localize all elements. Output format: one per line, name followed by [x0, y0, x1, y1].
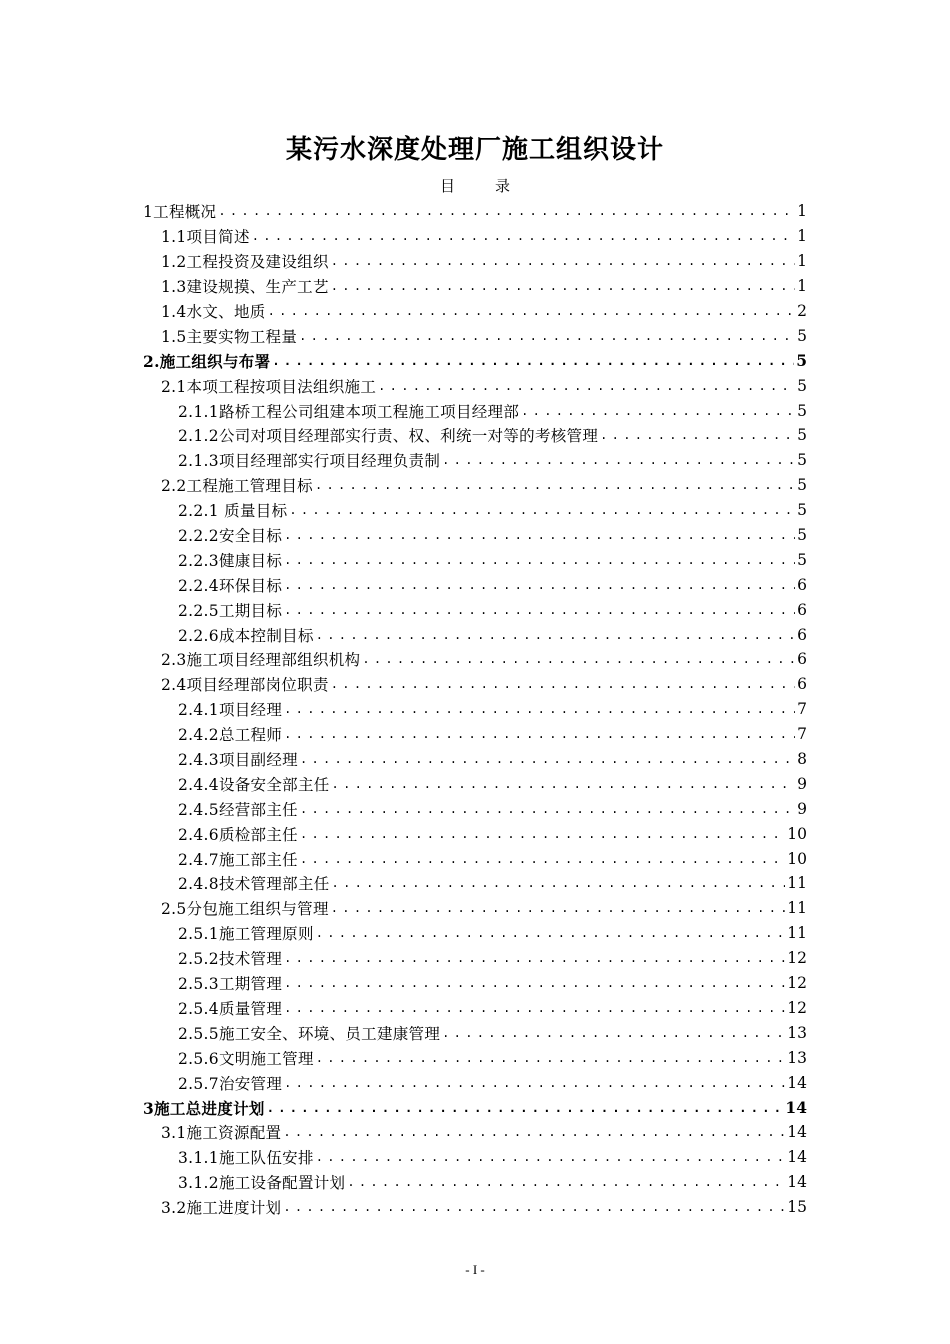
toc-entry[interactable] [143, 1020, 807, 1045]
toc-entry[interactable] [143, 1145, 807, 1170]
toc-dot-leader [284, 976, 785, 990]
toc-entry[interactable] [143, 821, 807, 846]
toc-heading [0, 176, 950, 196]
toc-dot-leader [331, 254, 795, 268]
toc-entry-page: 5 [796, 351, 807, 371]
toc-entry[interactable] [143, 697, 807, 722]
toc-dot-leader [284, 1001, 785, 1015]
toc-entry-page: 5 [797, 426, 807, 445]
document-title: 某污水深度处理厂施工组织设计 [285, 135, 664, 165]
toc-entry[interactable] [143, 747, 807, 772]
toc-entry[interactable] [143, 1070, 807, 1095]
toc-entry-page: 6 [797, 650, 807, 669]
toc-entry-page: 5 [797, 326, 807, 345]
toc-heading-right: 录 [495, 177, 511, 195]
toc-entry-page: 12 [787, 949, 807, 968]
toc-dot-leader [347, 1175, 785, 1189]
toc-dot-leader [284, 603, 795, 617]
toc-entry-page: 14 [787, 1173, 807, 1192]
toc-entry-page: 10 [787, 849, 807, 868]
toc-entry[interactable] [143, 647, 807, 672]
toc-entry[interactable] [143, 423, 807, 448]
toc-dot-leader [442, 1026, 785, 1040]
toc-entry-label: 2.4.4设备安全部主任 [178, 775, 330, 794]
toc-entry[interactable] [143, 622, 807, 647]
toc-entry-page: 5 [797, 401, 807, 420]
toc-entry-label: 1.2工程投资及建设组织 [161, 253, 329, 272]
toc-entry-label: 2.2工程施工管理目标 [161, 477, 313, 496]
toc-entry[interactable] [143, 1095, 807, 1120]
toc-dot-leader [272, 354, 794, 368]
toc-entry-page: 1 [797, 252, 807, 271]
toc-entry-label: 2.2.5工期目标 [178, 601, 283, 620]
toc-dot-leader [284, 578, 795, 592]
toc-entry-page: 6 [797, 600, 807, 619]
toc-entry-page: 13 [787, 1023, 807, 1042]
toc-entry[interactable] [143, 771, 807, 796]
toc-entry[interactable] [143, 498, 807, 523]
toc-entry-label: 2.4.7施工部主任 [178, 850, 298, 869]
toc-entry-label: 2.1.2公司对项目经理部实行责、权、利统一对等的考核管理 [178, 427, 599, 446]
toc-entry[interactable] [143, 199, 807, 224]
toc-dot-leader [283, 1125, 785, 1139]
toc-dot-leader [218, 204, 795, 218]
toc-entry-label: 2.5.4质量管理 [178, 999, 283, 1018]
toc-entry-page: 9 [797, 799, 807, 818]
toc-entry-page: 1 [797, 202, 807, 221]
toc-entry-page: 14 [787, 1073, 807, 1092]
toc-entry-page: 6 [797, 625, 807, 644]
toc-heading-left: 目 [439, 177, 455, 195]
toc-entry-page: 6 [797, 675, 807, 694]
toc-entry-page: 12 [787, 974, 807, 993]
toc-entry-page: 11 [787, 874, 807, 893]
toc-entry[interactable] [143, 896, 807, 921]
toc-entry[interactable] [143, 249, 807, 274]
toc-entry[interactable] [143, 274, 807, 299]
toc-dot-leader [283, 1200, 785, 1214]
toc-entry-label: 2.2.6成本控制目标 [178, 626, 314, 645]
toc-entry[interactable] [143, 921, 807, 946]
toc-entry-label: 2.5.5施工安全、环境、员工建康管理 [178, 1024, 441, 1043]
toc-dot-leader [332, 777, 795, 791]
toc-entry-label: 3.1施工资源配置 [161, 1124, 282, 1143]
toc-entry[interactable] [143, 224, 807, 249]
toc-entry-page: 14 [785, 1098, 807, 1117]
toc-entry-label: 2.1.1路桥工程公司组建本项工程施工项目经理部 [178, 402, 520, 421]
toc-entry-page: 14 [787, 1148, 807, 1167]
toc-entry-label: 1.4水文、地质 [161, 303, 266, 321]
toc-entry[interactable] [143, 299, 807, 324]
toc-entry-label: 2.4.2总工程师 [178, 726, 283, 745]
toc-dot-leader [316, 1150, 786, 1164]
toc-entry-label: 1.1项目简述 [161, 228, 250, 247]
toc-entry-label: 2.4.5经营部主任 [178, 800, 298, 819]
toc-entry-label: 2.5.6文明施工管理 [178, 1049, 314, 1068]
toc-dot-leader [300, 852, 785, 866]
toc-entry[interactable] [143, 373, 807, 398]
toc-entry-label: 2.5分包施工组织与管理 [161, 900, 329, 919]
toc-entry[interactable] [143, 971, 807, 996]
toc-entry-label: 2.1.3项目经理部实行项目经理负责制 [178, 452, 441, 471]
toc-entry-label: 2.2.1 质量目标 [178, 502, 288, 521]
toc-entry[interactable] [143, 448, 807, 473]
toc-dot-leader [316, 926, 786, 940]
toc-dot-leader [331, 279, 795, 293]
toc-entry[interactable] [143, 996, 807, 1021]
page-number-footer: - I - [465, 1262, 485, 1277]
toc-dot-leader [300, 802, 795, 816]
toc-dot-leader [332, 876, 786, 890]
toc-entry-label: 3.2施工进度计划 [161, 1199, 282, 1218]
toc-dot-leader [300, 827, 785, 841]
toc-entry-page: 1 [797, 227, 807, 246]
toc-dot-leader [284, 727, 795, 741]
toc-dot-leader [316, 1051, 786, 1065]
toc-dot-leader [252, 229, 795, 243]
toc-entry-label: 2.5.3工期管理 [178, 975, 283, 994]
toc-entry[interactable] [143, 1045, 807, 1070]
toc-entry-label: 2.2.2安全目标 [178, 527, 283, 546]
toc-entry-page: 7 [797, 725, 807, 744]
toc-entry[interactable] [143, 946, 807, 971]
toc-entry-label: 2.4.6质检部主任 [178, 825, 298, 844]
toc-entry[interactable] [143, 597, 807, 622]
toc-entry[interactable] [143, 523, 807, 548]
toc-dot-leader [284, 951, 785, 965]
toc-entry[interactable] [143, 846, 807, 871]
toc-dot-leader [284, 553, 795, 567]
toc-entry[interactable] [143, 398, 807, 423]
toc-entry-page: 14 [787, 1123, 807, 1142]
table-of-contents [143, 199, 807, 1220]
toc-entry-label: 3.1.1施工队伍安排 [178, 1149, 314, 1168]
toc-entry-label: 2.5.2技术管理 [178, 950, 283, 969]
toc-entry-label: 2.4.3项目副经理 [178, 751, 298, 770]
toc-entry-page: 1 [797, 277, 807, 296]
toc-dot-leader [268, 304, 795, 318]
toc-entry-page: 5 [797, 451, 807, 470]
toc-dot-leader [378, 379, 795, 393]
toc-entry-label: 1.5主要实物工程量 [161, 327, 298, 346]
toc-entry-page: 9 [797, 774, 807, 793]
toc-entry-page: 12 [787, 998, 807, 1017]
toc-entry-page: 8 [797, 750, 807, 769]
toc-entry-label: 1工程概况 [143, 203, 217, 222]
toc-dot-leader [284, 1076, 785, 1090]
toc-entry-page: 5 [797, 376, 807, 395]
toc-dot-leader [299, 329, 795, 343]
toc-dot-leader [284, 702, 795, 716]
toc-entry[interactable] [143, 1195, 807, 1220]
toc-entry[interactable] [143, 672, 807, 697]
toc-entry[interactable] [143, 722, 807, 747]
toc-dot-leader [315, 478, 795, 492]
toc-dot-leader [362, 652, 795, 666]
toc-entry[interactable] [143, 473, 807, 498]
toc-entry[interactable] [143, 323, 807, 348]
toc-entry-label: 2.5.1施工管理原则 [178, 925, 314, 944]
toc-entry-page: 5 [797, 526, 807, 545]
toc-entry-page: 10 [787, 824, 807, 843]
toc-entry[interactable] [143, 572, 807, 597]
toc-entry-label: 2.4项目经理部岗位职责 [161, 676, 329, 695]
toc-entry-label: 2.3施工项目经理部组织机构 [161, 651, 361, 670]
toc-entry-label: 2.4.8技术管理部主任 [178, 875, 330, 894]
toc-entry-label: 2.5.7治安管理 [178, 1074, 283, 1093]
toc-entry-label: 2.2.4环保目标 [178, 576, 283, 595]
toc-dot-leader [600, 428, 795, 442]
toc-entry-label: 3施工总进度计划 [143, 1098, 265, 1118]
toc-dot-leader [289, 503, 795, 517]
toc-dot-leader [521, 404, 795, 418]
toc-entry[interactable] [143, 348, 807, 373]
toc-dot-leader [442, 453, 795, 467]
toc-entry-page: 11 [787, 924, 807, 943]
toc-entry[interactable] [143, 1170, 807, 1195]
toc-entry-page: 5 [797, 476, 807, 495]
toc-entry-page: 6 [797, 575, 807, 594]
toc-entry-label: 2.2.3健康目标 [178, 551, 283, 570]
toc-dot-leader [331, 901, 786, 915]
toc-entry-page: 2 [797, 302, 807, 320]
toc-dot-leader [316, 628, 795, 642]
toc-entry-page: 15 [787, 1198, 807, 1217]
toc-entry-page: 13 [787, 1048, 807, 1067]
toc-entry-label: 2.施工组织与布署 [143, 351, 271, 371]
toc-dot-leader [300, 752, 795, 766]
toc-entry[interactable] [143, 796, 807, 821]
toc-dot-leader [267, 1101, 784, 1115]
toc-dot-leader [331, 677, 795, 691]
toc-entry-page: 11 [787, 899, 807, 918]
toc-entry[interactable] [143, 547, 807, 572]
toc-entry-page: 7 [797, 700, 807, 719]
toc-entry-label: 2.4.1项目经理 [178, 701, 283, 720]
toc-entry-page: 5 [797, 550, 807, 569]
toc-entry-label: 2.1本项工程按项目法组织施工 [161, 377, 377, 396]
toc-entry[interactable] [143, 1120, 807, 1145]
toc-dot-leader [284, 528, 795, 542]
toc-entry-page: 5 [797, 501, 807, 520]
toc-entry-label: 3.1.2施工设备配置计划 [178, 1174, 346, 1193]
toc-entry-label: 1.3建设规摸、生产工艺 [161, 278, 329, 297]
toc-entry[interactable] [143, 871, 807, 896]
